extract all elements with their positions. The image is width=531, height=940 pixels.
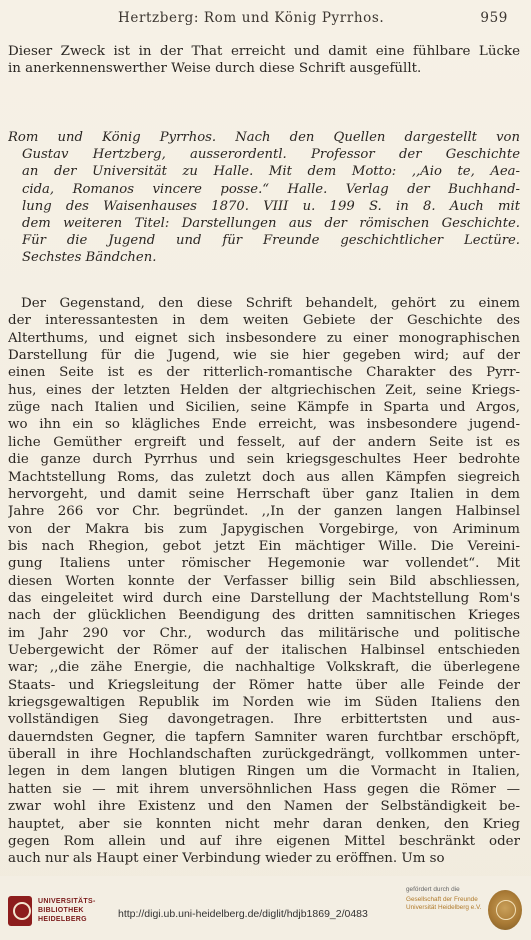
body-line: dauerndsten Gegner, die tapfern Samniter waren furchtbar erschöpft, xyxy=(8,729,520,745)
body-line: Der Gegenstand, den diese Schrift behandelt, gehört zu einem xyxy=(21,296,520,311)
body-line: der interessantesten in dem weiten Gebiete der Geschichte des xyxy=(8,313,520,329)
body-line: nach der glücklichen Beendigung des dritten samnitischen Krieges xyxy=(8,608,520,624)
body-line: gung Italiens unter römischer Hegemonie war vollendet“. Mit xyxy=(8,556,520,572)
body-line: Alterthums, und eignet sich insbesondere zu einer monographischen xyxy=(8,330,520,346)
page-footer xyxy=(0,876,531,940)
running-header xyxy=(118,6,508,28)
running-title: Hertzberg: Rom und König Pyrrhos. xyxy=(118,10,385,26)
bibliography-line: Gustav Hertzberg, ausserordentl. Professor der Geschichte xyxy=(22,147,520,163)
bibliography-line: dem weiteren Titel: Darstellungen aus der römischen Geschichte. xyxy=(22,216,520,231)
body-line: legen in dem langen blutigen Ringen um die Vormacht in Italien, xyxy=(8,764,520,780)
body-line: Jahre 266 vor Chr. begründet. ,,In der ganzen langen Halbinsel xyxy=(8,504,520,520)
body-line: wo ihn ein so klägliches Ende erreicht, was insbesondere jugend- xyxy=(8,417,520,433)
body-line: vollständigen Sieg davongetragen. Ihre erbittertsten und aus- xyxy=(8,712,520,728)
intro-line: in anerkennenswerther Weise durch diese Schrift ausgefüllt. xyxy=(8,61,422,76)
body-line: die ganze durch Pyrrhus und sein kriegsgeschultes Heer bedrohte xyxy=(8,452,520,468)
body-line: von der Makra bis zum Japygischen Vorgebirge, von Ariminum xyxy=(8,521,520,537)
bibliography-line: lung des Waisenhauses 1870. VIII u. 199 S. in 8. Auch mit xyxy=(22,198,520,214)
library-seal-icon xyxy=(8,896,32,926)
body-line: kriegsgewaltigen Republik im Norden wie im Süden Italiens den xyxy=(8,695,520,711)
body-line: überall in ihre Hochlandschaften zurückgedrängt, vollkommen unter- xyxy=(8,747,520,763)
body-line: im Jahr 290 vor Chr., wodurch das militärische und politische xyxy=(8,625,520,641)
body-line: auch nur als Haupt einer Verbindung wieder zu eröffnen. Um so xyxy=(8,851,445,867)
body-line: hauptet, aber sie konnten nicht mehr daran denken, den Krieg xyxy=(8,816,520,832)
body-line: züge nach Italien und Sicilien, seine Kämpfe in Sparta und Argos, xyxy=(8,400,520,416)
sponsor-caption: gefördert durch die xyxy=(406,886,460,893)
library-logo-text: UNIVERSITÄTS- BIBLIOTHEK HEIDELBERG xyxy=(38,898,96,923)
bibliography-line: cida, Romanos vincere posse.“ Halle. Verlag der Buchhand- xyxy=(22,181,520,197)
body-line: diesen Worten konnte der Verfasser billig sein Bild abschliessen, xyxy=(8,573,520,589)
society-seal-icon xyxy=(488,890,522,930)
body-line: war; ,,die zähe Energie, die nachhaltige Volkskraft, die überlegene xyxy=(8,660,520,676)
permalink-url[interactable]: http://digi.ub.uni-heidelberg.de/diglit/hdjb1869_2/0483 xyxy=(118,908,368,920)
bibliography-line: Für die Jugend und für Freunde geschichtlicher Lectüre. xyxy=(22,233,520,249)
body-line: liche Gemüther ergreift und fesselt, auf der andern Seite ist es xyxy=(8,434,520,450)
intro-line: Dieser Zweck ist in der That erreicht und damit eine fühlbare Lücke xyxy=(8,44,520,59)
bibliography-line: Sechstes Bändchen. xyxy=(22,250,157,266)
body-line: hatten sie — mit ihrem unversöhnlichen Hass gegen die Römer — xyxy=(8,781,520,797)
page-number: 959 xyxy=(480,10,508,26)
body-line: Staats- und Kriegsleitung der Römer hatte über alle Feinde der xyxy=(8,677,520,693)
body-line: bis nach Rhegion, gebot jetzt Ein mächtiger Wille. Die Vereini- xyxy=(8,538,520,554)
body-line: das eingeleitet wird durch eine Darstellung der Machtstellung Rom's xyxy=(8,590,520,606)
body-line: Darstellung für die Jugend, wie sie hier gegeben wird; auf der xyxy=(8,348,520,364)
body-line: zwar wohl ihre Existenz und den Namen der Selbständigkeit be- xyxy=(8,799,520,815)
body-line: hus, eines der letzten Helden der altgriechischen Zeit, seine Kriegs- xyxy=(8,382,520,398)
bibliography-line: an der Universität zu Halle. Mit dem Motto: ,,Aio te, Aea- xyxy=(22,164,520,180)
body-line: gegen Rom allein und auf ihre eigenen Mittel beschränkt oder xyxy=(8,833,520,849)
body-line: einen Seite ist es der ritterlich-romantische Charakter des Pyrr- xyxy=(8,365,520,381)
body-line: Uebergewicht der Römer auf der italischen Halbinsel entschieden xyxy=(8,643,520,658)
body-line: Machtstellung Roms, das zuletzt doch aus allen Kämpfen siegreich xyxy=(8,469,520,485)
bibliography-line: Rom und König Pyrrhos. Nach den Quellen dargestellt von xyxy=(8,130,520,145)
library-logo[interactable] xyxy=(8,894,100,930)
sponsor-name-line-1: Gesellschaft der Freunde xyxy=(406,896,478,903)
sponsor-name-line-2: Universität Heidelberg e.V. xyxy=(406,904,482,911)
body-line: hervorgeht, und damit seine Herrschaft über ganz Italien in dem xyxy=(8,486,520,502)
